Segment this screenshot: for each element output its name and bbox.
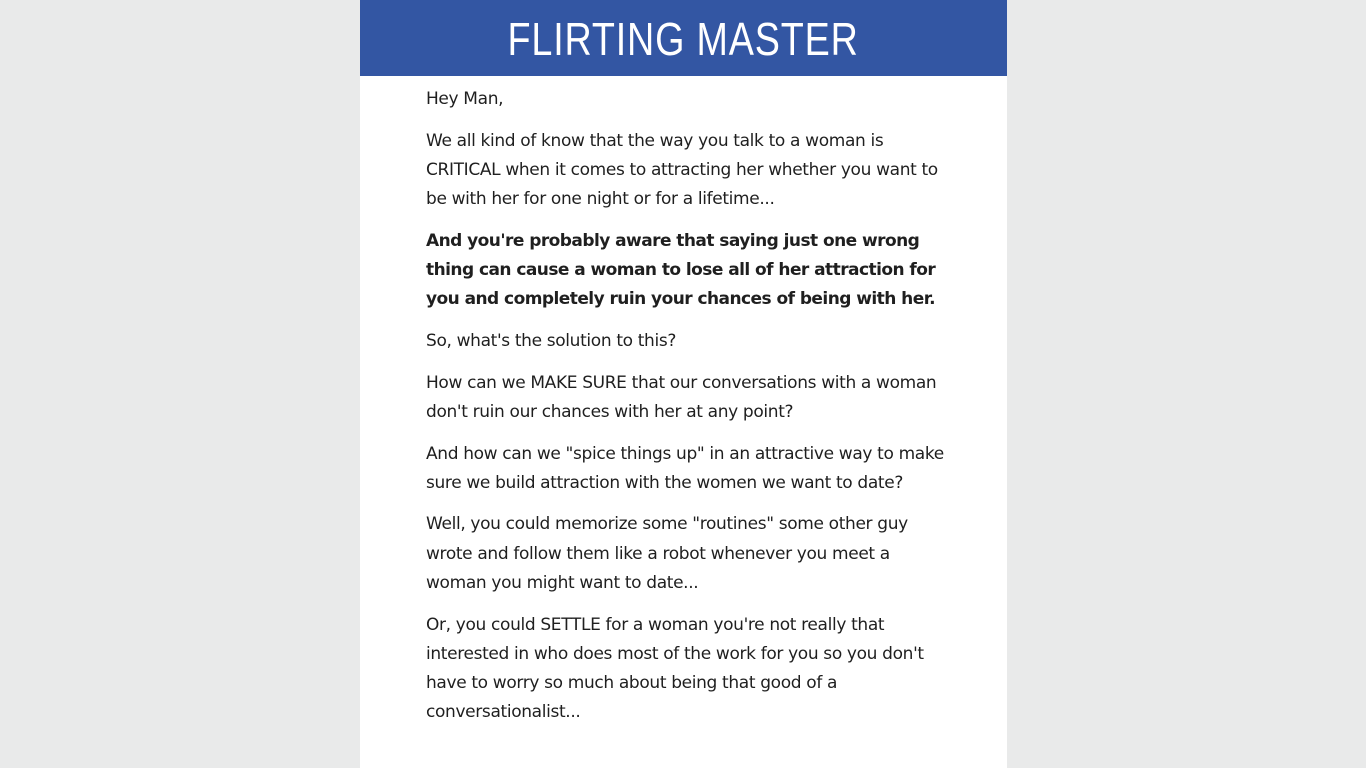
page-title: FLIRTING MASTER [507,13,860,65]
paragraph-make-sure: How can we MAKE SURE that our conversations with a woman don't ruin our chances with her at any point? [426,372,937,422]
greeting: Hey Man, [426,89,504,109]
header-banner [360,0,1007,76]
letter-body [426,85,946,740]
paragraph-spice-things-up: And how can we "spice things up" in an attractive way to make sure we build attraction with the women we want to date? [426,443,944,493]
paragraph-settle: Or, you could SETTLE for a woman you're not really that interested in who does most of the work for you so you don't have to worry so much about being that good of a conversationalist... [426,614,924,723]
paragraph-routines: Well, you could memorize some "routines" some other guy wrote and follow them like a robot whenever you meet a woman you might want to date... [426,514,908,593]
paragraph-critical: We all kind of know that the way you talk to a woman is CRITICAL when it comes to attracting her whether you want to be with her for one night or for a lifetime... [426,130,938,210]
sales-page [360,0,1007,768]
paragraph-solution-question: So, what's the solution to this? [426,330,677,351]
paragraph-bold-warning: And you're probably aware that saying just one wrong thing can cause a woman to lose all of her attraction for you and completely ruin your chances of being with her. [426,230,936,310]
